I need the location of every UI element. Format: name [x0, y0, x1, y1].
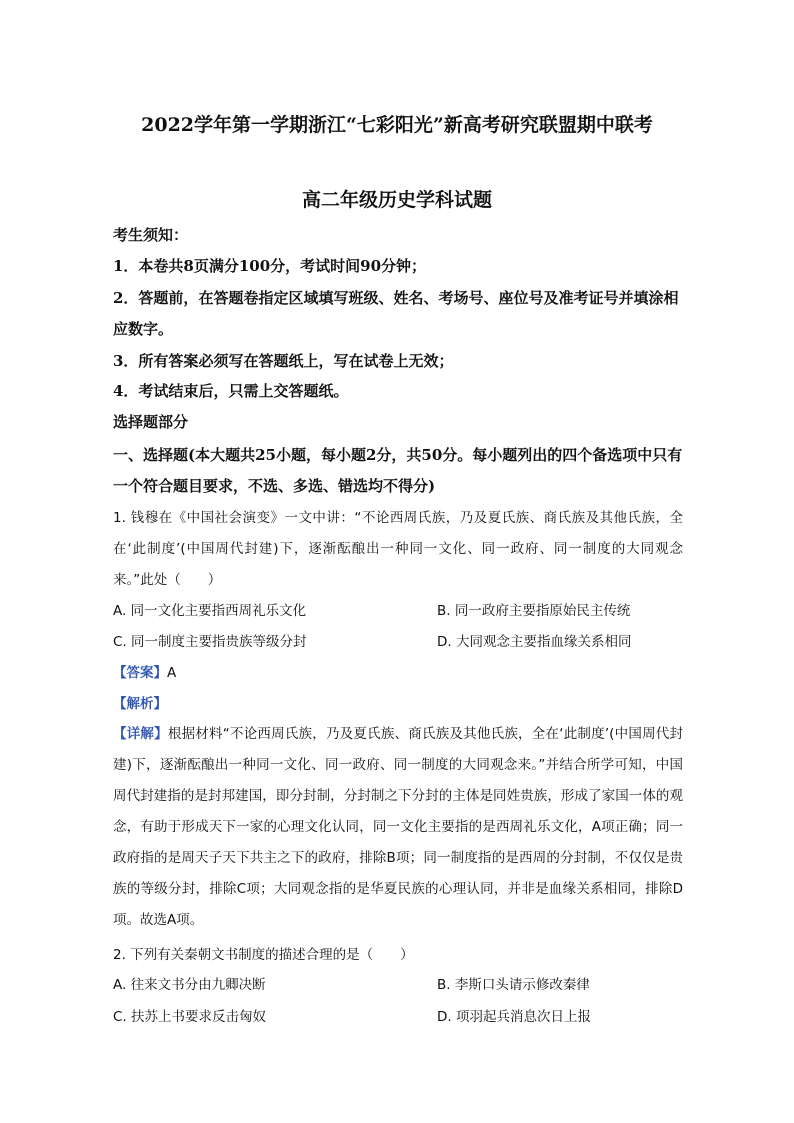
notice-item: 3．所有答案必须写在答题纸上，写在试卷上无效； [113, 352, 454, 370]
notice-item: 1．本卷共8页满分100分，考试时间90分钟； [113, 257, 427, 275]
question-1-option-b: B. 同一政府主要指原始民主传统 [437, 603, 631, 619]
notice-heading: 考生须知： [113, 226, 189, 244]
section-part-label: 选择题部分 [113, 413, 189, 431]
question-2-option-c: C. 扶苏上书要求反击匈奴 [113, 1009, 267, 1025]
analysis-tag: 【解析】 [113, 696, 167, 712]
answer-value: A [167, 665, 177, 681]
question-1-stem: 1. 钱穆在《中国社会演变》一文中讲：“不论西周氏族，乃及夏氏族、商氏族及其他氏族，全在‘此制度’(中国周代封建)下，逐渐酝酿出一种同一文化、同一政府、同一制度的大同观念来。”此处（ ） [113, 510, 683, 588]
notice-item: 4．考试结束后，只需上交答题纸。 [113, 382, 349, 400]
answer-tag: 【答案】 [113, 665, 167, 681]
question-1-detail [113, 719, 683, 936]
exam-title: 2022学年第一学期浙江“七彩阳光”新高考研究联盟期中联考 [141, 114, 653, 136]
question-1-option-d: D. 大同观念主要指血缘关系相同 [437, 634, 632, 650]
question-2-option-d: D. 项羽起兵消息次日上报 [437, 1009, 591, 1025]
detail-tag: 【详解】 [113, 726, 168, 742]
question-2-option-b: B. 李斯口头请示修改秦律 [437, 977, 590, 993]
question-1-answer [113, 661, 176, 685]
exam-subtitle: 高二年级历史学科试题 [301, 189, 492, 211]
question-1-option-c: C. 同一制度主要指贵族等级分封 [113, 634, 307, 650]
question-1-option-a: A. 同一文化主要指西周礼乐文化 [113, 603, 307, 619]
question-1-analysis [113, 692, 167, 716]
question-2-option-a: A. 往来文书分由九卿决断 [113, 977, 266, 993]
section-instruction: 一、选择题(本大题共25小题，每小题2分，共50分。每小题列出的四个备选项中只有一个符合题目要求，不选、多选、错选均不得分) [113, 446, 683, 495]
detail-text: 根据材料“不论西周氏族，乃及夏氏族、商氏族及其他氏族，全在‘此制度’(中国周代封建)下，逐渐酝酿出一种同一文化、同一政府、同一制度的大同观念来。”并结合所学可知，中国周代封建指的是封邦建国，即分封制，分封制之下分封的主体是同姓贵族，形成了家国一体的观念，有助于形成天下一家的心理文化认同，同一文化主要指的是西周礼乐文化，A项正确；同一政府指的是周天子天下共主之下的政府，排除B项；同一制度指的是西周的分封制，不仅仅是贵族的等级分封，排除C项；大同观念指的是华夏民族的心理认同，并非是血缘关系相同，排除D项。故选A项。 [113, 726, 684, 928]
notice-item: 2．答题前，在答题卷指定区域填写班级、姓名、考场号、座位号及准考证号并填涂相应数字。 [113, 289, 679, 338]
question-2-stem: 2. 下列有关秦朝文书制度的描述合理的是（ ） [113, 947, 414, 963]
